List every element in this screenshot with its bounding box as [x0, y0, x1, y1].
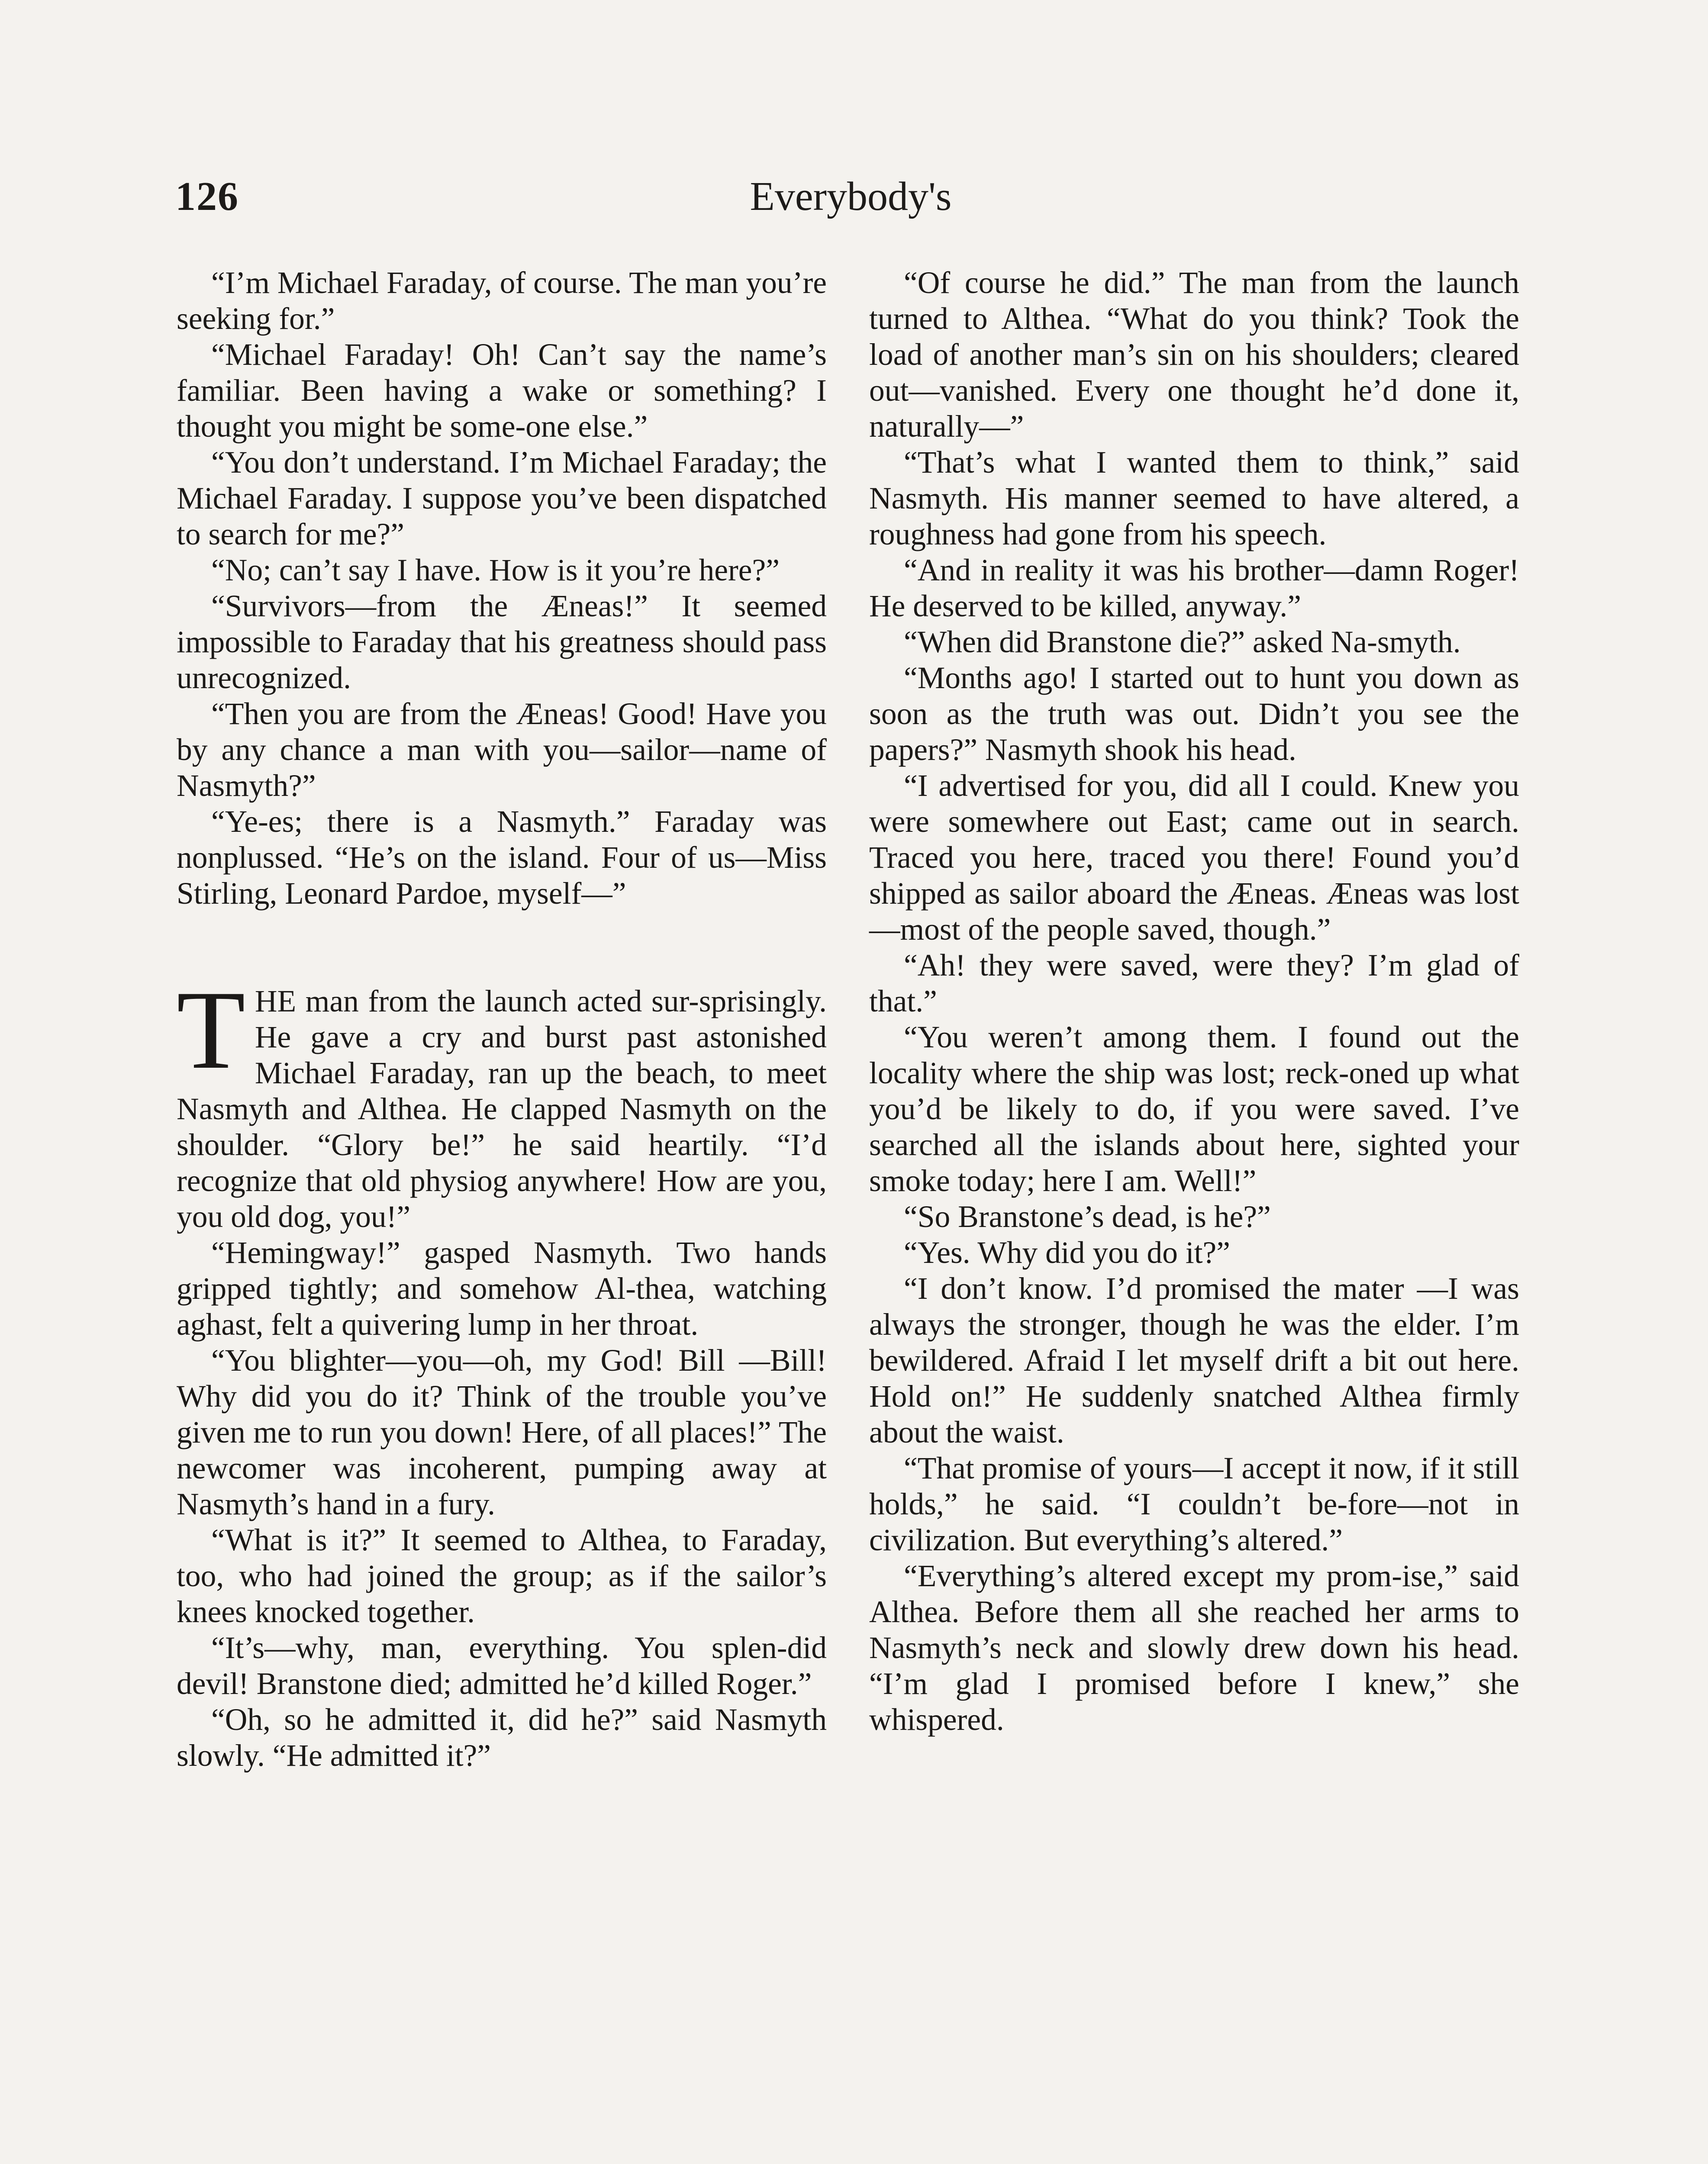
paragraph: “You blighter—you—oh, my God! Bill —Bill! Why did you do it? Think of the trouble you’ve given me to run you down! Here, of all places!” The newcomer was incoherent, pumping away at Nasmyth’s hand in a fury.: [177, 1343, 827, 1521]
paragraph: “What is it?” It seemed to Althea, to Faraday, too, who had joined the group; as if the sailor’s knees knocked together.: [177, 1523, 827, 1629]
paragraph: “That promise of yours—I accept it now, if it still holds,” he said. “I couldn’t be-fore—not in civilization. But everything’s altered.”: [869, 1451, 1519, 1557]
paragraph: “Yes. Why did you do it?”: [904, 1236, 1231, 1270]
paragraph: “Everything’s altered except my prom-ise,” said Althea. Before them all she reached her arms to Nasmyth’s neck and slowly drew down his head. “I’m glad I promised before I knew,” she whispered.: [869, 1559, 1519, 1737]
paragraph: “Michael Faraday! Oh! Can’t say the name’s familiar. Been having a wake or something? I thought you might be some-one else.”: [177, 338, 827, 444]
dropcap-paragraph: [177, 968, 827, 1235]
paragraph: “Months ago! I started out to hunt you down as soon as the truth was out. Didn’t you see the papers?” Nasmyth shook his head.: [869, 661, 1519, 767]
running-head: Everybody's: [750, 174, 952, 219]
page-header: [175, 173, 1526, 229]
paragraph: “And in reality it was his brother—damn Roger! He deserved to be killed, anyway.”: [869, 553, 1519, 623]
paragraph: “Ye-es; there is a Nasmyth.” Faraday was nonplussed. “He’s on the island. Four of us—Miss Stirling, Leonard Pardoe, myself—”: [177, 805, 827, 911]
section-break: [177, 911, 827, 983]
paragraph: “No; can’t say I have. How is it you’re here?”: [211, 553, 780, 587]
paragraph: “When did Branstone die?” asked Na-smyth.: [904, 625, 1461, 659]
page-number: 126: [175, 174, 239, 219]
paragraph: “Hemingway!” gasped Nasmyth. Two hands gripped tightly; and somehow Al-thea, watching aghast, felt a quivering lump in her throat.: [177, 1236, 827, 1342]
paragraph: “Ah! they were saved, were they? I’m glad of that.”: [869, 948, 1519, 1018]
paragraph: “So Branstone’s dead, is he?”: [904, 1200, 1271, 1234]
paragraph: “You don’t understand. I’m Michael Faraday; the Michael Faraday. I suppose you’ve been dispatched to search for me?”: [177, 445, 827, 551]
paragraph-text: HE man from the launch acted sur-sprisingly. He gave a cry and burst past astonished Michael Faraday, ran up the beach, to meet Nasmyth and Althea. He clapped Nasmyth on the shoulder. “Glory be!” he said heartily. “I’d recognize that old physiog anywhere! How are you, you old dog, you!”: [177, 984, 827, 1234]
paragraph: “Oh, so he admitted it, did he?” said Nasmyth slowly. “He admitted it?”: [177, 1703, 827, 1773]
paragraph: “Then you are from the Æneas! Good! Have you by any chance a man with you—sailor—name of Nasmyth?”: [177, 697, 827, 803]
right-column: [869, 265, 1519, 1738]
left-column: [177, 265, 827, 1774]
drop-cap: T: [177, 968, 245, 1092]
paragraph: “That’s what I wanted them to think,” said Nasmyth. His manner seemed to have altered, a roughness had gone from his speech.: [869, 445, 1519, 551]
paragraph: “I don’t know. I’d promised the mater —I was always the stronger, though he was the elder. I’m bewildered. Afraid I let myself drift a bit out here. Hold on!” He suddenly snatched Althea firmly about the waist.: [869, 1272, 1519, 1449]
paragraph: “You weren’t among them. I found out the locality where the ship was lost; reck-oned up what you’d be likely to do, if you were saved. I’ve searched all the islands about here, sighted your smoke today; here I am. Well!”: [869, 1020, 1519, 1198]
paragraph: “Survivors—from the Æneas!” It seemed impossible to Faraday that his greatness should pass unrecognized.: [177, 589, 827, 695]
paragraph: “Of course he did.” The man from the launch turned to Althea. “What do you think? Took the load of another man’s sin on his shoulders; cleared out—vanished. Every one thought he’d done it, naturally—”: [869, 266, 1519, 444]
paragraph: “It’s—why, man, everything. You splen-did devil! Branstone died; admitted he’d killed Roger.”: [177, 1631, 827, 1701]
paragraph: “I advertised for you, did all I could. Knew you were somewhere out East; came out in search. Traced you here, traced you there! Found you’d shipped as sailor aboard the Æneas. Æneas was lost—most of the people saved, though.”: [869, 769, 1519, 947]
paragraph: “I’m Michael Faraday, of course. The man you’re seeking for.”: [177, 266, 827, 336]
